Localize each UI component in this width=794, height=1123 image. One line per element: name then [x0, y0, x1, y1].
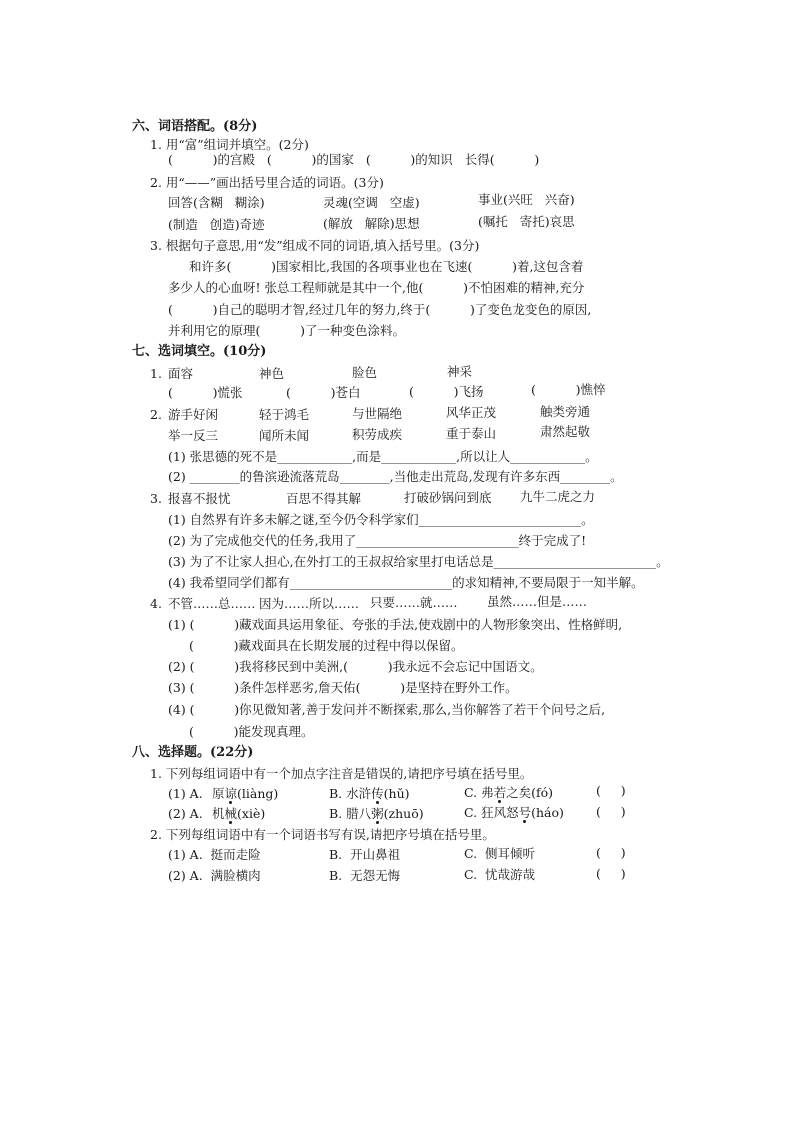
s7-q4-conj-3: 只要……就……: [370, 595, 458, 610]
s6-q2-item-5: (解放 解除)思想: [323, 216, 420, 231]
emphasis-dot-char: 粥: [371, 806, 384, 821]
s7-q1-word-1: 面容: [168, 366, 194, 381]
s7-q3-sentence-4: (4) 我希望同学们都有__________________________的求知精神,不要局限于一知半解。: [168, 575, 644, 590]
s6-q2-item-3: 事业(兴旺 兴奋): [478, 192, 575, 207]
s8-q2-row1-option-a: (1) A. 挺而走险: [168, 847, 261, 862]
s7-q4-sentence-3: (3) ( )条件怎样恶劣,詹天佑( )是坚持在野外工作。: [168, 680, 518, 695]
emphasis-dot-char: 传: [371, 786, 384, 801]
s8-q1-row2-option-a: 机械(xiè): [212, 806, 266, 821]
s7-q2-idiom-8: 积劳成疾: [352, 427, 403, 442]
s6-q2-item-6: (嘱托 寄托)哀思: [478, 214, 575, 229]
s7-q2-idiom-10: 肃然起敬: [540, 424, 591, 439]
section-7-title: 七、选词填空。(10分): [132, 344, 267, 359]
s8-q2-row2-answer-paren[interactable]: ( ): [596, 866, 626, 881]
emphasis-dot-char: 若: [493, 785, 507, 800]
s7-q1-blank-2: ( )苍白: [286, 385, 361, 400]
s7-q4-sentence-4b: ( )能发现真理。: [189, 724, 314, 739]
s6-q3-prompt: 3. 根据句子意思,用“发”组成不同的词语,填入括号里。(3分): [150, 238, 480, 253]
s6-q2-item-2: 灵魂(空调 空虚): [323, 195, 420, 210]
s8-q2-row2-option-c: C. 忧哉游哉: [464, 867, 536, 882]
s7-q4-conj-4: 虽然……但是……: [487, 594, 588, 609]
s7-q1-word-4: 神采: [447, 364, 473, 379]
s7-q4-conj-1: 不管……总……: [168, 596, 256, 611]
s6-q1-prompt: 1. 用“富”组词并填空。(2分): [150, 137, 309, 152]
s8-q1-row2-number: (2) A.: [168, 806, 203, 821]
s8-q1-row1-option-c: C. 弗若之矣(fó): [464, 785, 553, 800]
s7-q4-sentence-1b: ( )藏戏面具在长期发展的过程中得以保留。: [189, 638, 464, 653]
s7-q3-number: 3.: [150, 491, 162, 506]
s7-q2-number: 2.: [150, 407, 162, 422]
s8-q1-row1-number: (1) A.: [168, 786, 203, 801]
section-8-title: 八、选择题。(22分): [132, 745, 254, 760]
s6-q2-prompt: 2. 用“——”画出括号里合适的词语。(3分): [150, 175, 384, 190]
s7-q3-sentence-3: (3) 为了不让家人担心,在外打工的王叔叔给家里打电话总是__________________________。: [168, 554, 669, 569]
s7-q2-idiom-1: 游手好闲: [168, 407, 219, 422]
s6-q3-line-2: 多少人的心血呀! 张总工程师就是其中一个,他( )不怕困难的精神,充分: [168, 280, 585, 295]
s8-q2-prompt: 2. 下列每组词语中有一个词语书写有误,请把序号填在括号里。: [150, 827, 495, 842]
s7-q4-sentence-2: (2) ( )我将移民到中美洲,( )我永远不会忘记中国语文。: [168, 659, 543, 674]
s8-q2-row2-option-b: B. 无怨无悔: [329, 868, 401, 883]
s8-q2-row1-option-c: C. 侧耳倾听: [464, 846, 536, 861]
section-6-title: 六、词语搭配。(8分): [132, 119, 258, 134]
s7-q1-word-3: 脸色: [352, 365, 378, 380]
s7-q3-phrase-1: 报喜不报忧: [168, 491, 231, 506]
s6-q2-item-1: 回答(含糊 糊涂): [168, 195, 265, 210]
s7-q2-sentence-1: (1) 张思德的死不是____________,而是____________,所以让人____________。: [168, 449, 598, 464]
s7-q1-blank-1: ( )慌张: [168, 385, 243, 400]
s7-q3-phrase-3: 打破砂锅问到底: [404, 490, 492, 505]
s7-q3-phrase-4: 九牛二虎之力: [520, 489, 596, 504]
s6-q3-line-1: 和许多( )国家相比,我国的各项事业也在飞速( )着,这包含着: [189, 259, 584, 274]
s7-q1-word-2: 神色: [259, 366, 285, 381]
s6-q1-fill-line: ( )的宫殿 ( )的国家 ( )的知识 长得( ): [168, 152, 540, 167]
s7-q4-sentence-4a: (4) ( )你见微知著,善于发问并不断探索,那么,当你解答了若干个问号之后,: [168, 702, 606, 717]
s8-q2-row1-answer-paren[interactable]: ( ): [596, 845, 626, 860]
s8-q1-row2-option-b: B. 腊八粥(zhuō): [329, 806, 424, 821]
s7-q2-idiom-9: 重于泰山: [446, 426, 497, 441]
emphasis-dot-char: 谅: [224, 786, 238, 801]
s7-q3-sentence-2: (2) 为了完成他交代的任务,我用了__________________________终于完成了!: [168, 533, 587, 548]
s7-q2-sentence-2: (2) ________的鲁滨逊流落荒岛________,当他走出荒岛,发现有许多东西________。: [168, 469, 623, 484]
s6-q3-line-4: 并利用它的原理( )了一种变色涂料。: [168, 323, 405, 338]
s8-q1-row1-option-b: B. 水浒传(hǔ): [329, 786, 410, 801]
s8-q1-prompt: 1. 下列每组词语中有一个加点字注音是错误的,请把序号填在括号里。: [150, 766, 533, 781]
s7-q2-idiom-3: 与世隔绝: [352, 406, 403, 421]
s8-q1-row2-answer-paren[interactable]: ( ): [596, 804, 626, 819]
s8-q1-row2-option-c: C. 狂风怒号(háo): [464, 805, 564, 820]
s8-q2-row1-option-b: B. 开山鼻祖: [329, 847, 401, 862]
s8-q2-row2-option-a: (2) A. 满脸横肉: [168, 868, 261, 883]
emphasis-dot-char: 号: [518, 805, 532, 820]
s7-q4-sentence-1a: (1) ( )藏戏面具运用象征、夸张的手法,使戏剧中的人物形象突出、性格鲜明,: [168, 617, 623, 632]
s7-q2-idiom-2: 轻于鸿毛: [259, 407, 310, 422]
s7-q2-idiom-5: 触类旁通: [540, 404, 591, 419]
s7-q1-blank-3: ( )飞扬: [409, 384, 484, 399]
s7-q2-idiom-6: 举一反三: [168, 428, 219, 443]
s7-q2-idiom-4: 风华正茂: [446, 405, 497, 420]
s7-q1-number: 1.: [150, 366, 162, 381]
s7-q3-sentence-1: (1) 自然界有许多未解之谜,至今仍令科学家们__________________________。: [168, 512, 594, 527]
s8-q1-row1-option-a: 原谅(liàng): [212, 786, 279, 801]
s7-q4-conj-2: 因为……所以……: [259, 596, 360, 611]
s7-q2-idiom-7: 闻所未闻: [259, 428, 310, 443]
s8-q1-row1-answer-paren[interactable]: ( ): [596, 783, 626, 798]
s7-q4-number: 4.: [150, 596, 162, 611]
s7-q1-blank-4: ( )憔悴: [531, 382, 606, 397]
s6-q3-line-3: ( )自己的聪明才智,经过几年的努力,终于( )了变色龙变色的原因,: [168, 302, 592, 317]
s6-q2-item-4: (制造 创造)奇迹: [168, 217, 265, 232]
emphasis-dot-char: 械: [224, 806, 238, 821]
s7-q3-phrase-2: 百思不得其解: [286, 491, 362, 506]
